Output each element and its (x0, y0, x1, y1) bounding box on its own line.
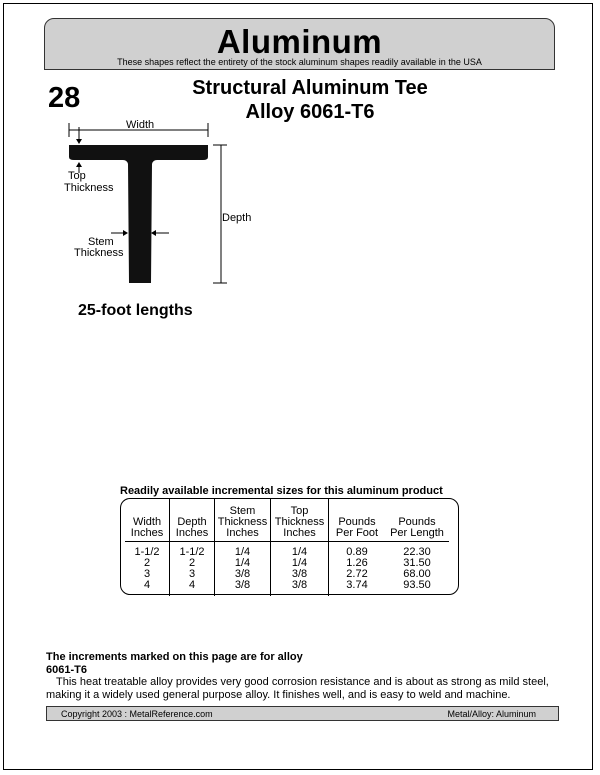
notes-body: This heat treatable alloy provides very good corrosion resistance and is about as strong as mild steel, making it a widely used general purpose alloy. It finishes well, and is easy to weld and machine. (46, 676, 549, 701)
cell: 4 (125, 580, 170, 596)
cell: 1/4 (271, 542, 329, 559)
cell: 2.72 (346, 568, 368, 580)
notes-heading-line1: The increments marked on this page are for alloy (46, 651, 303, 663)
header-banner (44, 18, 555, 70)
depth-label: Depth (222, 212, 252, 224)
header-title: Aluminum (216, 23, 383, 60)
col-header-stem-thickness: Stem Thickness Inches (215, 499, 271, 542)
cell: 1-1/2 (125, 542, 170, 559)
stem-thickness-label-1: Stem (88, 236, 114, 248)
col-header-pounds-per-length: Pounds Per Length (385, 499, 449, 542)
lengths-note: 25-foot lengths (78, 302, 193, 319)
product-title: Structural Aluminum Tee (192, 77, 428, 99)
cell: 0.89 (346, 546, 368, 558)
page-number: 28 (48, 82, 81, 114)
footer-category: Metal/Alloy: Aluminum (447, 709, 536, 719)
sizes-table-box (120, 498, 459, 595)
cell: 3 (125, 569, 170, 580)
cell: 3.74 (346, 579, 368, 591)
cell: 2 (170, 558, 215, 569)
table-row (125, 558, 449, 569)
cell: 1-1/2 (170, 542, 215, 559)
width-label: Width (126, 119, 155, 131)
cell: 3/8 (215, 580, 271, 596)
cell: 3/8 (271, 569, 329, 580)
footer-copyright: Copyright 2003 : MetalReference.com (61, 709, 213, 719)
cell: 2 (125, 558, 170, 569)
product-alloy: Alloy 6061-T6 (245, 101, 375, 123)
table-header-row (125, 499, 449, 542)
notes-heading-alloy: 6061-T6 (46, 664, 87, 676)
cell: 3/8 (215, 569, 271, 580)
stem-thickness-label-2: Thickness (74, 247, 124, 259)
col-header-width: Width Inches (125, 499, 170, 542)
top-thickness-label-2: Thickness (64, 182, 114, 194)
table-row (125, 569, 449, 580)
cell: 93.50 (403, 579, 431, 591)
table-row (125, 542, 449, 559)
notes-heading (46, 651, 303, 677)
cell: 3 (170, 569, 215, 580)
sizes-table (125, 499, 449, 596)
cell: 1/4 (215, 542, 271, 559)
footer-bar (46, 706, 559, 721)
cell: 1/4 (215, 558, 271, 569)
col-header-depth: Depth Inches (170, 499, 215, 542)
cell: 1/4 (271, 558, 329, 569)
cell: 31.50 (403, 557, 431, 569)
tee-cross-section-diagram (55, 115, 255, 295)
cell: 4 (170, 580, 215, 596)
cell: 68.00 (403, 568, 431, 580)
cell: 1.26 (346, 557, 368, 569)
table-caption: Readily available incremental sizes for this aluminum product (120, 485, 443, 497)
cell: 22.30 (403, 546, 431, 558)
cell: 3/8 (271, 580, 329, 596)
top-thickness-label-1: Top (68, 170, 86, 182)
table-row (125, 580, 449, 596)
col-header-top-thickness: Top Thickness Inches (271, 499, 329, 542)
header-subtitle: These shapes reflect the entirety of the stock aluminum shapes readily available in the USA (117, 57, 482, 67)
col-header-pounds-per-foot: Pounds Per Foot (329, 499, 386, 542)
